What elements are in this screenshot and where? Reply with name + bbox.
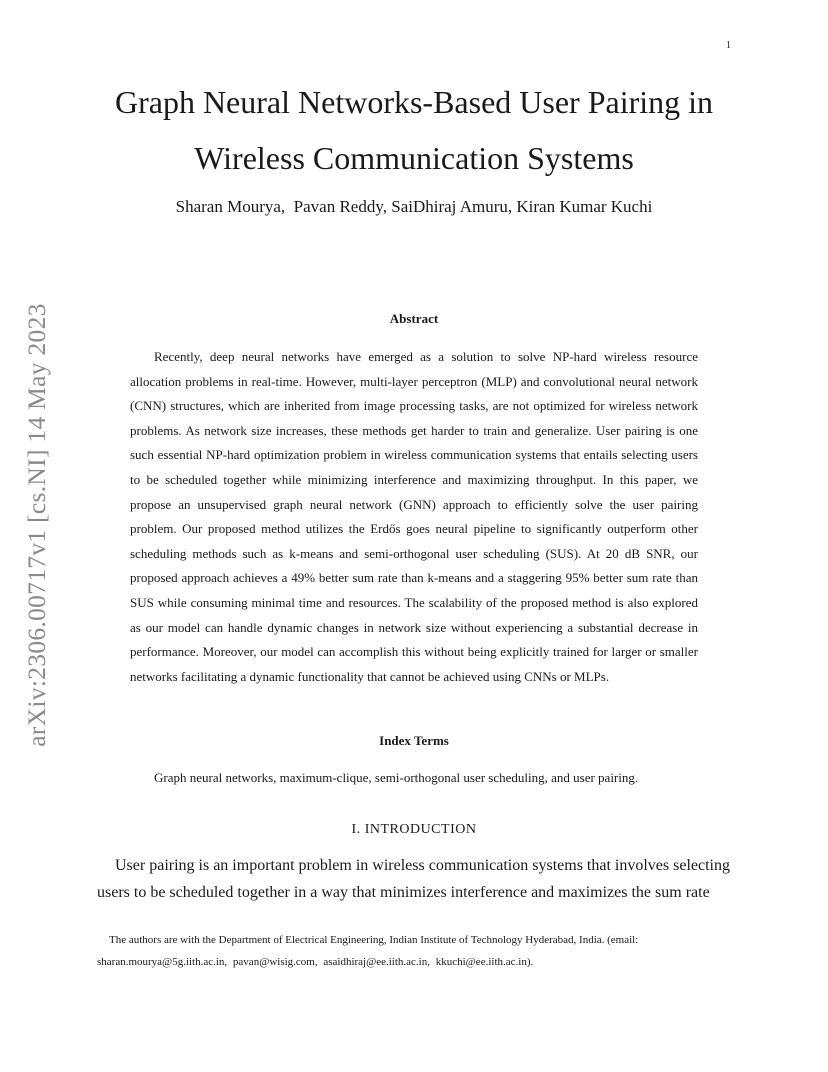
index-terms-paragraph [130,768,698,788]
footnote-emails: sharan.mourya@5g.iith.ac.in, pavan@wisig.com, asaidhiraj@ee.iith.ac.in, kkuchi@ee.iith.ac.in). [97,956,534,968]
index-terms-text: Graph neural networks, maximum-clique, semi-orthogonal user scheduling, and user pairing. [154,770,639,785]
index-terms-heading: Index Terms [379,733,449,748]
title-line-1: Graph Neural Networks-Based User Pairing in [114,84,714,120]
abstract-paragraph [130,345,698,689]
author-footnote [97,929,730,973]
page-number: 1 [726,40,731,51]
abstract-text: Recently, deep neural networks have emerged as a solution to solve NP-hard wireless resource allocation problems in real-time. However, multi-layer perceptron (MLP) and convolutional neural network (CNN) structures, which are inherited from image processing tasks, are not optimized for wireless network problems. As network size increases, these methods get harder to train and generalize. User pairing is one such essential NP-hard optimization problem in wireless communication systems that entails selecting users to be scheduled together while minimizing interference and maximizing throughput. In this paper, we propose an unsupervised graph neural network (GNN) approach to efficiently solve the user pairing problem. Our proposed method utilizes the Erdős goes neural pipeline to significantly outperform other scheduling methods such as k-means and semi-orthogonal user scheduling (SUS). At 20 dB SNR, our proposed approach achieves a 49% better sum rate than k-means and a staggering 95% better sum rate than SUS while consuming minimal time and resources. The scalability of the proposed method is also explored as our model can handle dynamic changes in network size without experiencing a substantial decrease in performance. Moreover, our model can accomplish this without being explicitly trained for larger or smaller networks facilitating a dynamic functionality that cannot be achieved using CNNs or MLPs. [130,349,698,684]
title-line-2: Wireless Communication Systems [194,140,634,176]
introduction-text: User pairing is an important problem in wireless communication systems that involves selecting users to be scheduled together in a way that minimizes interference and maximizes the sum rate [97,857,730,901]
abstract-heading: Abstract [389,311,439,326]
footnote-affiliation: The authors are with the Department of Electrical Engineering, Indian Institute of Technology Hyderabad, India. (email: [109,934,639,946]
section-heading-introduction: I. INTRODUCTION [351,822,477,837]
introduction-paragraph [97,852,730,906]
arxiv-identifier: arXiv:2306.00717v1 [cs.NI] 14 May 2023 [22,303,51,747]
paper-title [60,74,768,186]
author-list: Sharan Mourya, Pavan Reddy, SaiDhiraj Amuru, Kiran Kumar Kuchi [175,197,653,216]
